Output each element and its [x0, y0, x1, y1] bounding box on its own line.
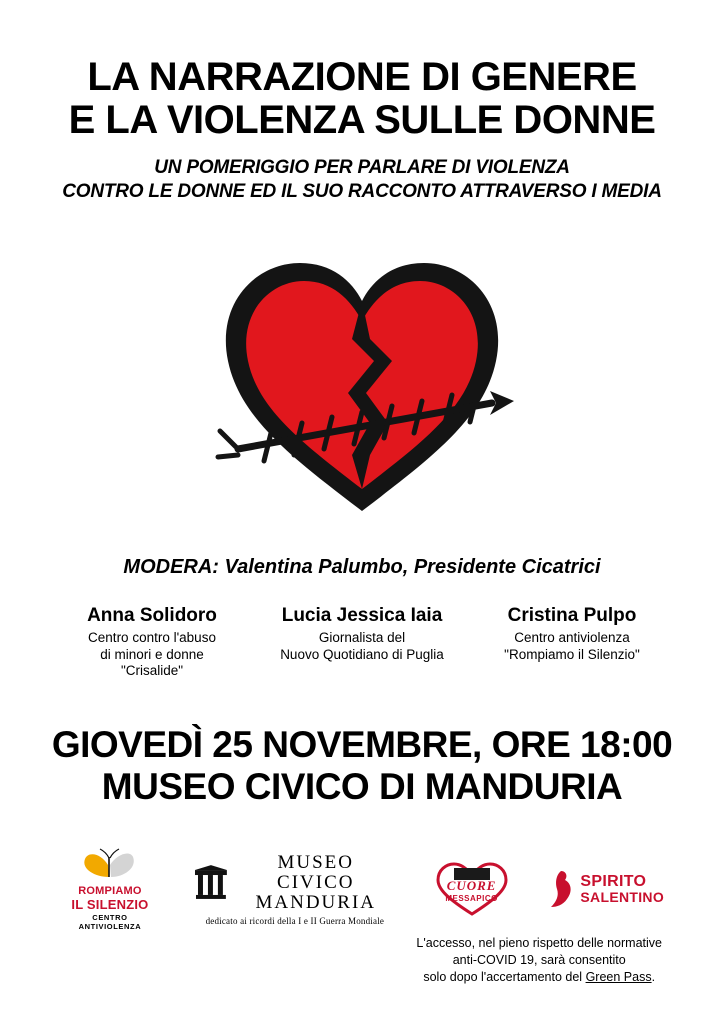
sponsor-logos	[0, 847, 724, 931]
speaker-item	[60, 605, 244, 680]
speaker-role-line: Nuovo Quotidiano di Puglia	[280, 646, 444, 662]
moderator-line: MODERA: Valentina Palumbo, Presidente Cicatrici	[123, 555, 601, 578]
covid-notice-suffix: .	[651, 970, 656, 985]
speaker-name: Anna Solidoro	[87, 604, 217, 626]
logo-line-2: MANDURIA	[255, 891, 376, 913]
page-subtitle	[0, 156, 724, 204]
event-datetime-venue	[0, 724, 724, 807]
logo-line-2: MESSAPICO	[445, 894, 498, 904]
logo-line-3: CENTRO ANTIVIOLENZA	[78, 913, 142, 932]
event-venue: MUSEO CIVICO DI MANDURIA	[101, 765, 623, 807]
logo-museo-civico-manduria	[194, 853, 396, 926]
speaker-role-line: Centro contro l'abuso	[88, 629, 216, 645]
speakers-list	[0, 605, 724, 680]
logo-line-1: CUORE	[446, 878, 497, 894]
speaker-role-line: Giornalista del	[318, 629, 406, 645]
title-line-2: E LA VIOLENZA SULLE DONNE	[68, 98, 656, 143]
logo-cuore-messapico	[430, 858, 514, 920]
logo-line-2: IL SILENZIO	[71, 896, 149, 912]
covid-notice-line-3	[416, 969, 662, 986]
speaker-item	[480, 605, 664, 680]
page-title	[0, 0, 724, 142]
speaker-role-line: "Rompiamo il Silenzio"	[504, 646, 640, 662]
speaker-role-line: "Crisalide"	[120, 663, 184, 679]
covid-notice-prefix: solo dopo l'accertamento del	[423, 970, 586, 985]
logo-line-3: dedicato ai ricordi della I e II Guerra Mondiale	[205, 915, 385, 926]
speaker-name: Lucia Jessica Iaia	[281, 604, 443, 626]
logo-line-1: SPIRITO	[580, 873, 647, 891]
covid-notice-line-2: anti-COVID 19, sarà consentito	[452, 953, 626, 968]
event-datetime: GIOVEDÌ 25 NOVEMBRE, ORE 18:00	[51, 724, 673, 766]
dancer-figure-icon	[547, 869, 575, 909]
speaker-role-line: di minori e donne	[100, 646, 204, 662]
subtitle-line-1: UN POMERIGGIO PER PARLARE DI VIOLENZA	[154, 157, 570, 179]
speaker-name: Cristina Pulpo	[507, 604, 637, 626]
museum-columns-icon	[194, 865, 228, 901]
speaker-role-line: Centro antiviolenza	[514, 629, 630, 645]
logo-rompiamo-il-silenzio	[60, 847, 160, 931]
covid-notice	[416, 935, 662, 986]
logo-line-2: SALENTINO	[580, 889, 665, 906]
covid-notice-line-1: L'accesso, nel pieno rispetto delle normative	[416, 936, 662, 951]
logo-line-1: ROMPIAMO	[78, 885, 142, 898]
speaker-item	[270, 605, 454, 680]
green-pass-link[interactable]: Green Pass	[585, 970, 652, 985]
broken-heart-icon	[0, 238, 724, 538]
logo-line-1: MUSEO CIVICO	[277, 851, 355, 893]
title-line-1: LA NARRAZIONE DI GENERE	[87, 55, 637, 99]
subtitle-line-2: CONTRO LE DONNE ED IL SUO RACCONTO ATTRAVERSO I MEDIA	[62, 181, 662, 203]
butterfly-icon	[75, 847, 145, 881]
logo-spirito-salentino	[547, 869, 664, 909]
